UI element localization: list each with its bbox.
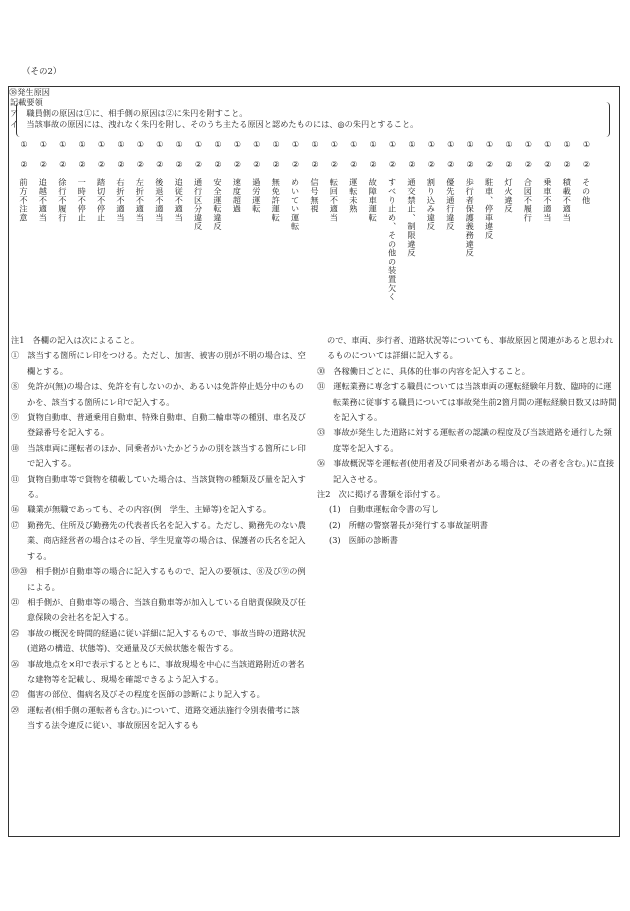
note-paragraph: (2) 所轄の警察署長が発行する事故証明書 xyxy=(329,519,488,530)
cause-column xyxy=(502,139,516,213)
staff-cause-mark[interactable]: ① xyxy=(175,139,183,149)
cause-column xyxy=(289,139,303,231)
staff-cause-mark[interactable]: ① xyxy=(350,139,358,149)
cause-column xyxy=(405,139,419,257)
cause-label: 運転未熟 xyxy=(348,178,359,214)
other-party-cause-mark[interactable]: ② xyxy=(156,159,164,169)
note-paragraph: ⑨ 貨物自動車、普通乗用自動車、特殊自動車、自動二輪車等の種別、車名及び登録番号を記入する。 xyxy=(11,412,306,438)
other-party-cause-mark[interactable]: ② xyxy=(563,159,571,169)
cause-label: 合図不履行 xyxy=(523,178,534,222)
other-party-cause-mark[interactable]: ② xyxy=(582,159,591,169)
cause-column xyxy=(250,139,264,213)
note-paragraph: ので、車両、歩行者、道路状況等についても、事故原因と関連があると思われるものについては詳細に記入する。 xyxy=(327,335,614,361)
page-label: （その2） xyxy=(22,67,62,77)
cause-column xyxy=(17,139,31,222)
cause-column xyxy=(308,139,322,213)
cause-label: 踏切不停止 xyxy=(96,178,107,222)
cause-label: 過労運転 xyxy=(251,178,262,214)
cause-label: 積載不適当 xyxy=(562,178,573,222)
note-paragraph: ① 該当する箇所にレ印をつける。ただし、加害、被害の別が不明の場合は、空欄とする。 xyxy=(11,350,306,376)
other-party-cause-mark[interactable]: ② xyxy=(388,159,397,169)
cause-label: 無免許運転 xyxy=(271,178,282,222)
cause-column xyxy=(541,139,555,222)
other-party-cause-mark[interactable]: ② xyxy=(485,159,494,169)
cause-column xyxy=(560,139,574,222)
other-party-cause-mark[interactable]: ② xyxy=(291,159,300,169)
cause-label: 右折不適当 xyxy=(116,178,126,222)
cause-label: 信号無視 xyxy=(310,178,320,214)
note-paragraph: ㉖ 事故地点を×印で表示するとともに、事故現場を中心に当該道路附近の著名な建物等を記載し、現場を確認できるよう記入する。 xyxy=(11,658,305,684)
cause-column xyxy=(327,139,341,222)
note-paragraph: ㉗ 傷害の部位、傷病名及びその程度を医師の診断により記入する。 xyxy=(11,689,265,700)
section-title: ㊳発生原因 xyxy=(9,87,50,97)
other-party-cause-mark[interactable]: ② xyxy=(408,159,416,169)
other-party-cause-mark[interactable]: ② xyxy=(78,159,86,169)
staff-cause-mark[interactable]: ① xyxy=(505,139,513,149)
cause-label: 追従不適当 xyxy=(174,178,185,222)
note-paragraph: 注2 次に掲げる書類を添付する。 xyxy=(317,489,446,500)
cause-column xyxy=(424,139,438,231)
cause-label: 故障車運転 xyxy=(368,178,379,222)
cause-column xyxy=(75,139,89,222)
other-party-cause-mark[interactable]: ② xyxy=(233,159,242,169)
note-paragraph: ㉑ 相手側が、自動車等の場合、当該自動車等が加入している自賠責保険及び任意保険の会社名を記入する。 xyxy=(11,596,306,623)
staff-cause-mark[interactable]: ① xyxy=(78,139,86,149)
other-party-cause-mark[interactable]: ② xyxy=(136,159,145,169)
cause-label: 転回不適当 xyxy=(329,178,340,222)
cause-column xyxy=(211,139,225,231)
cause-column xyxy=(95,139,109,222)
staff-cause-mark[interactable]: ① xyxy=(388,139,397,149)
cause-label: 割り込み違反 xyxy=(426,178,437,231)
staff-cause-mark[interactable]: ① xyxy=(427,139,436,149)
staff-cause-mark[interactable]: ① xyxy=(582,139,591,149)
other-party-cause-mark[interactable]: ② xyxy=(272,159,280,169)
other-party-cause-mark[interactable]: ② xyxy=(175,159,183,169)
staff-cause-mark[interactable]: ① xyxy=(544,139,552,149)
requirements-title: 記載要領 xyxy=(10,97,43,107)
cause-label: 優先通行違反 xyxy=(445,178,456,231)
cause-label: 追越不適当 xyxy=(38,178,49,222)
other-party-cause-mark[interactable]: ② xyxy=(59,159,67,169)
cause-label: 一時不停止 xyxy=(77,178,88,222)
cause-label: 速度超過 xyxy=(232,178,243,214)
staff-cause-mark[interactable]: ① xyxy=(117,139,125,149)
staff-cause-mark[interactable]: ① xyxy=(485,139,494,149)
cause-column xyxy=(386,139,400,301)
other-party-cause-mark[interactable]: ② xyxy=(330,159,339,169)
note-paragraph: (1) 自動車運転命令書の写し xyxy=(329,504,439,515)
staff-cause-mark[interactable]: ① xyxy=(253,139,261,149)
notes-left xyxy=(11,333,306,734)
note-paragraph: ⑲⑳ 相手側が自動車等の場合に記入するもので、記入の要領は、⑧及び⑨の例による。 xyxy=(11,566,306,592)
cause-column xyxy=(269,139,283,222)
cause-column xyxy=(366,139,380,222)
note-paragraph: ㉝ 事故が発生した道路に対する運転者の認識の程度及び当該道路を通行した頻度等を記入する。 xyxy=(317,427,612,453)
cause-column xyxy=(483,139,497,240)
note-paragraph: ㉙ 運転者(相手側の運転者も含む。)について、道路交通法施行令別表備考に該当する法令違反に従い、事故原因を記入するも xyxy=(11,704,300,731)
cause-column xyxy=(444,139,458,231)
note-paragraph: (3) 医師の診断書 xyxy=(329,535,398,546)
cause-label: その他 xyxy=(581,178,592,205)
note-paragraph: ㉚ 各稼働日ごとに、具体的仕事の内容を記入すること。 xyxy=(317,365,530,376)
staff-cause-mark[interactable]: ① xyxy=(233,139,242,149)
cause-label: 灯火違反 xyxy=(504,178,514,214)
staff-cause-mark[interactable]: ① xyxy=(408,139,416,149)
other-party-cause-mark[interactable]: ② xyxy=(369,159,377,169)
other-party-cause-mark[interactable]: ② xyxy=(350,159,358,169)
other-party-cause-mark[interactable]: ② xyxy=(311,159,319,169)
cause-column xyxy=(56,139,70,222)
cause-column xyxy=(153,139,167,222)
cause-label: 通行区分違反 xyxy=(193,178,204,231)
notes-right xyxy=(317,333,617,549)
note-paragraph: ⑧ 免許が(無)の場合は、免許を有しないのか、あるいは免許停止処分中のものかを、該当する箇所にレ印で記入する。 xyxy=(11,381,304,407)
staff-cause-mark[interactable]: ① xyxy=(524,139,533,149)
other-party-cause-mark[interactable]: ② xyxy=(524,159,533,169)
cause-column xyxy=(580,139,594,204)
requirement-i: イ 当該事故の原因には、洩れなく朱円を附し、そのうち主たる原因と認めたものには、◎の朱円とすること。 xyxy=(10,119,419,129)
cause-label: 左折不適当 xyxy=(135,178,146,222)
staff-cause-mark[interactable]: ① xyxy=(59,139,67,149)
other-party-cause-mark[interactable]: ② xyxy=(39,159,48,169)
staff-cause-mark[interactable]: ① xyxy=(330,139,339,149)
cause-column xyxy=(172,139,186,222)
cause-label: 後退不適当 xyxy=(154,178,165,222)
note-paragraph: ㉛ 運転業務に専念する職員については当該車両の運転経験年月数、臨時的に運転業務に従事する職員については事故発生前2箇月間の運転経験日数又は時間を記入する。 xyxy=(317,381,617,423)
note-paragraph: ⑩ 当該車両に運転者のほか、同乗者がいたかどうかの別を該当する箇所にレ印で記入する。 xyxy=(11,442,306,469)
cause-label: 歩行者保護義務違反 xyxy=(465,178,476,258)
staff-cause-mark[interactable]: ① xyxy=(214,139,222,149)
cause-column xyxy=(192,139,206,231)
cause-column xyxy=(114,139,128,222)
staff-cause-mark[interactable]: ① xyxy=(466,139,474,149)
requirement-a: ア 職員側の原因は①に、相手側の原因は②に朱円を附すこと。 xyxy=(10,108,248,118)
staff-cause-mark[interactable]: ① xyxy=(447,139,455,149)
note-paragraph: ㉕ 事故の概況を時間的経過に従い詳細に記入するもので、事故当時の道路状況(道路の構造、状態等)、交通量及び天候状態を報告する。 xyxy=(11,627,306,654)
other-party-cause-mark[interactable]: ② xyxy=(253,159,261,169)
cause-column xyxy=(36,139,50,222)
staff-cause-mark[interactable]: ① xyxy=(369,139,377,149)
cause-label: めいてい運転 xyxy=(290,178,301,231)
cause-column xyxy=(133,139,147,222)
other-party-cause-mark[interactable]: ② xyxy=(97,159,106,169)
other-party-cause-mark[interactable]: ② xyxy=(544,159,552,169)
cause-label: 徐行不履行 xyxy=(57,178,68,222)
cause-column xyxy=(521,139,535,222)
cause-column xyxy=(347,139,361,213)
cause-label: 駐車、停車違反 xyxy=(484,178,495,240)
cause-label: 前方不注意 xyxy=(19,178,29,222)
staff-cause-mark[interactable]: ① xyxy=(20,139,28,149)
other-party-cause-mark[interactable]: ② xyxy=(447,159,455,169)
staff-cause-mark[interactable]: ① xyxy=(39,139,48,149)
note-paragraph: 注1 各欄の記入は次によること。 xyxy=(11,335,140,345)
cause-label: 通交禁止、制限違反 xyxy=(407,178,417,258)
note-paragraph: ㊱ 事故概況等を運転者(使用者及び同乗者がある場合は、その者を含む。)に直接記入させる。 xyxy=(317,458,615,484)
other-party-cause-mark[interactable]: ② xyxy=(466,159,474,169)
staff-cause-mark[interactable]: ① xyxy=(272,139,280,149)
note-paragraph: ⑪ 貨物自動車等で貨物を積載していた場合は、当該貨物の種類及び量を記入する。 xyxy=(11,473,306,500)
staff-cause-mark[interactable]: ① xyxy=(97,139,106,149)
other-party-cause-mark[interactable]: ② xyxy=(505,159,513,169)
staff-cause-mark[interactable]: ① xyxy=(136,139,145,149)
other-party-cause-mark[interactable]: ② xyxy=(20,159,28,169)
other-party-cause-mark[interactable]: ② xyxy=(117,159,125,169)
cause-label: すべり止め、その他の装置欠く xyxy=(387,178,398,302)
other-party-cause-mark[interactable]: ② xyxy=(427,159,436,169)
cause-label: 安全運転違反 xyxy=(213,178,223,231)
cause-label: 乗車不適当 xyxy=(542,178,553,222)
note-paragraph: ⑰ 勤務先、住所及び勤務先の代表者氏名を記入する。ただし、勤務先のない農業、商店経営者の場合はその旨、学生児童等の場合は、保護者の氏名を記入する。 xyxy=(11,519,306,561)
staff-cause-mark[interactable]: ① xyxy=(311,139,319,149)
staff-cause-mark[interactable]: ① xyxy=(156,139,164,149)
other-party-cause-mark[interactable]: ② xyxy=(194,159,203,169)
staff-cause-mark[interactable]: ① xyxy=(291,139,300,149)
note-paragraph: ⑯ 職業が無職であっても、その内容(例 学生、主婦等)を記入する。 xyxy=(11,504,272,515)
staff-cause-mark[interactable]: ① xyxy=(563,139,571,149)
other-party-cause-mark[interactable]: ② xyxy=(214,159,222,169)
cause-column xyxy=(230,139,244,213)
staff-cause-mark[interactable]: ① xyxy=(194,139,203,149)
cause-column xyxy=(463,139,477,257)
